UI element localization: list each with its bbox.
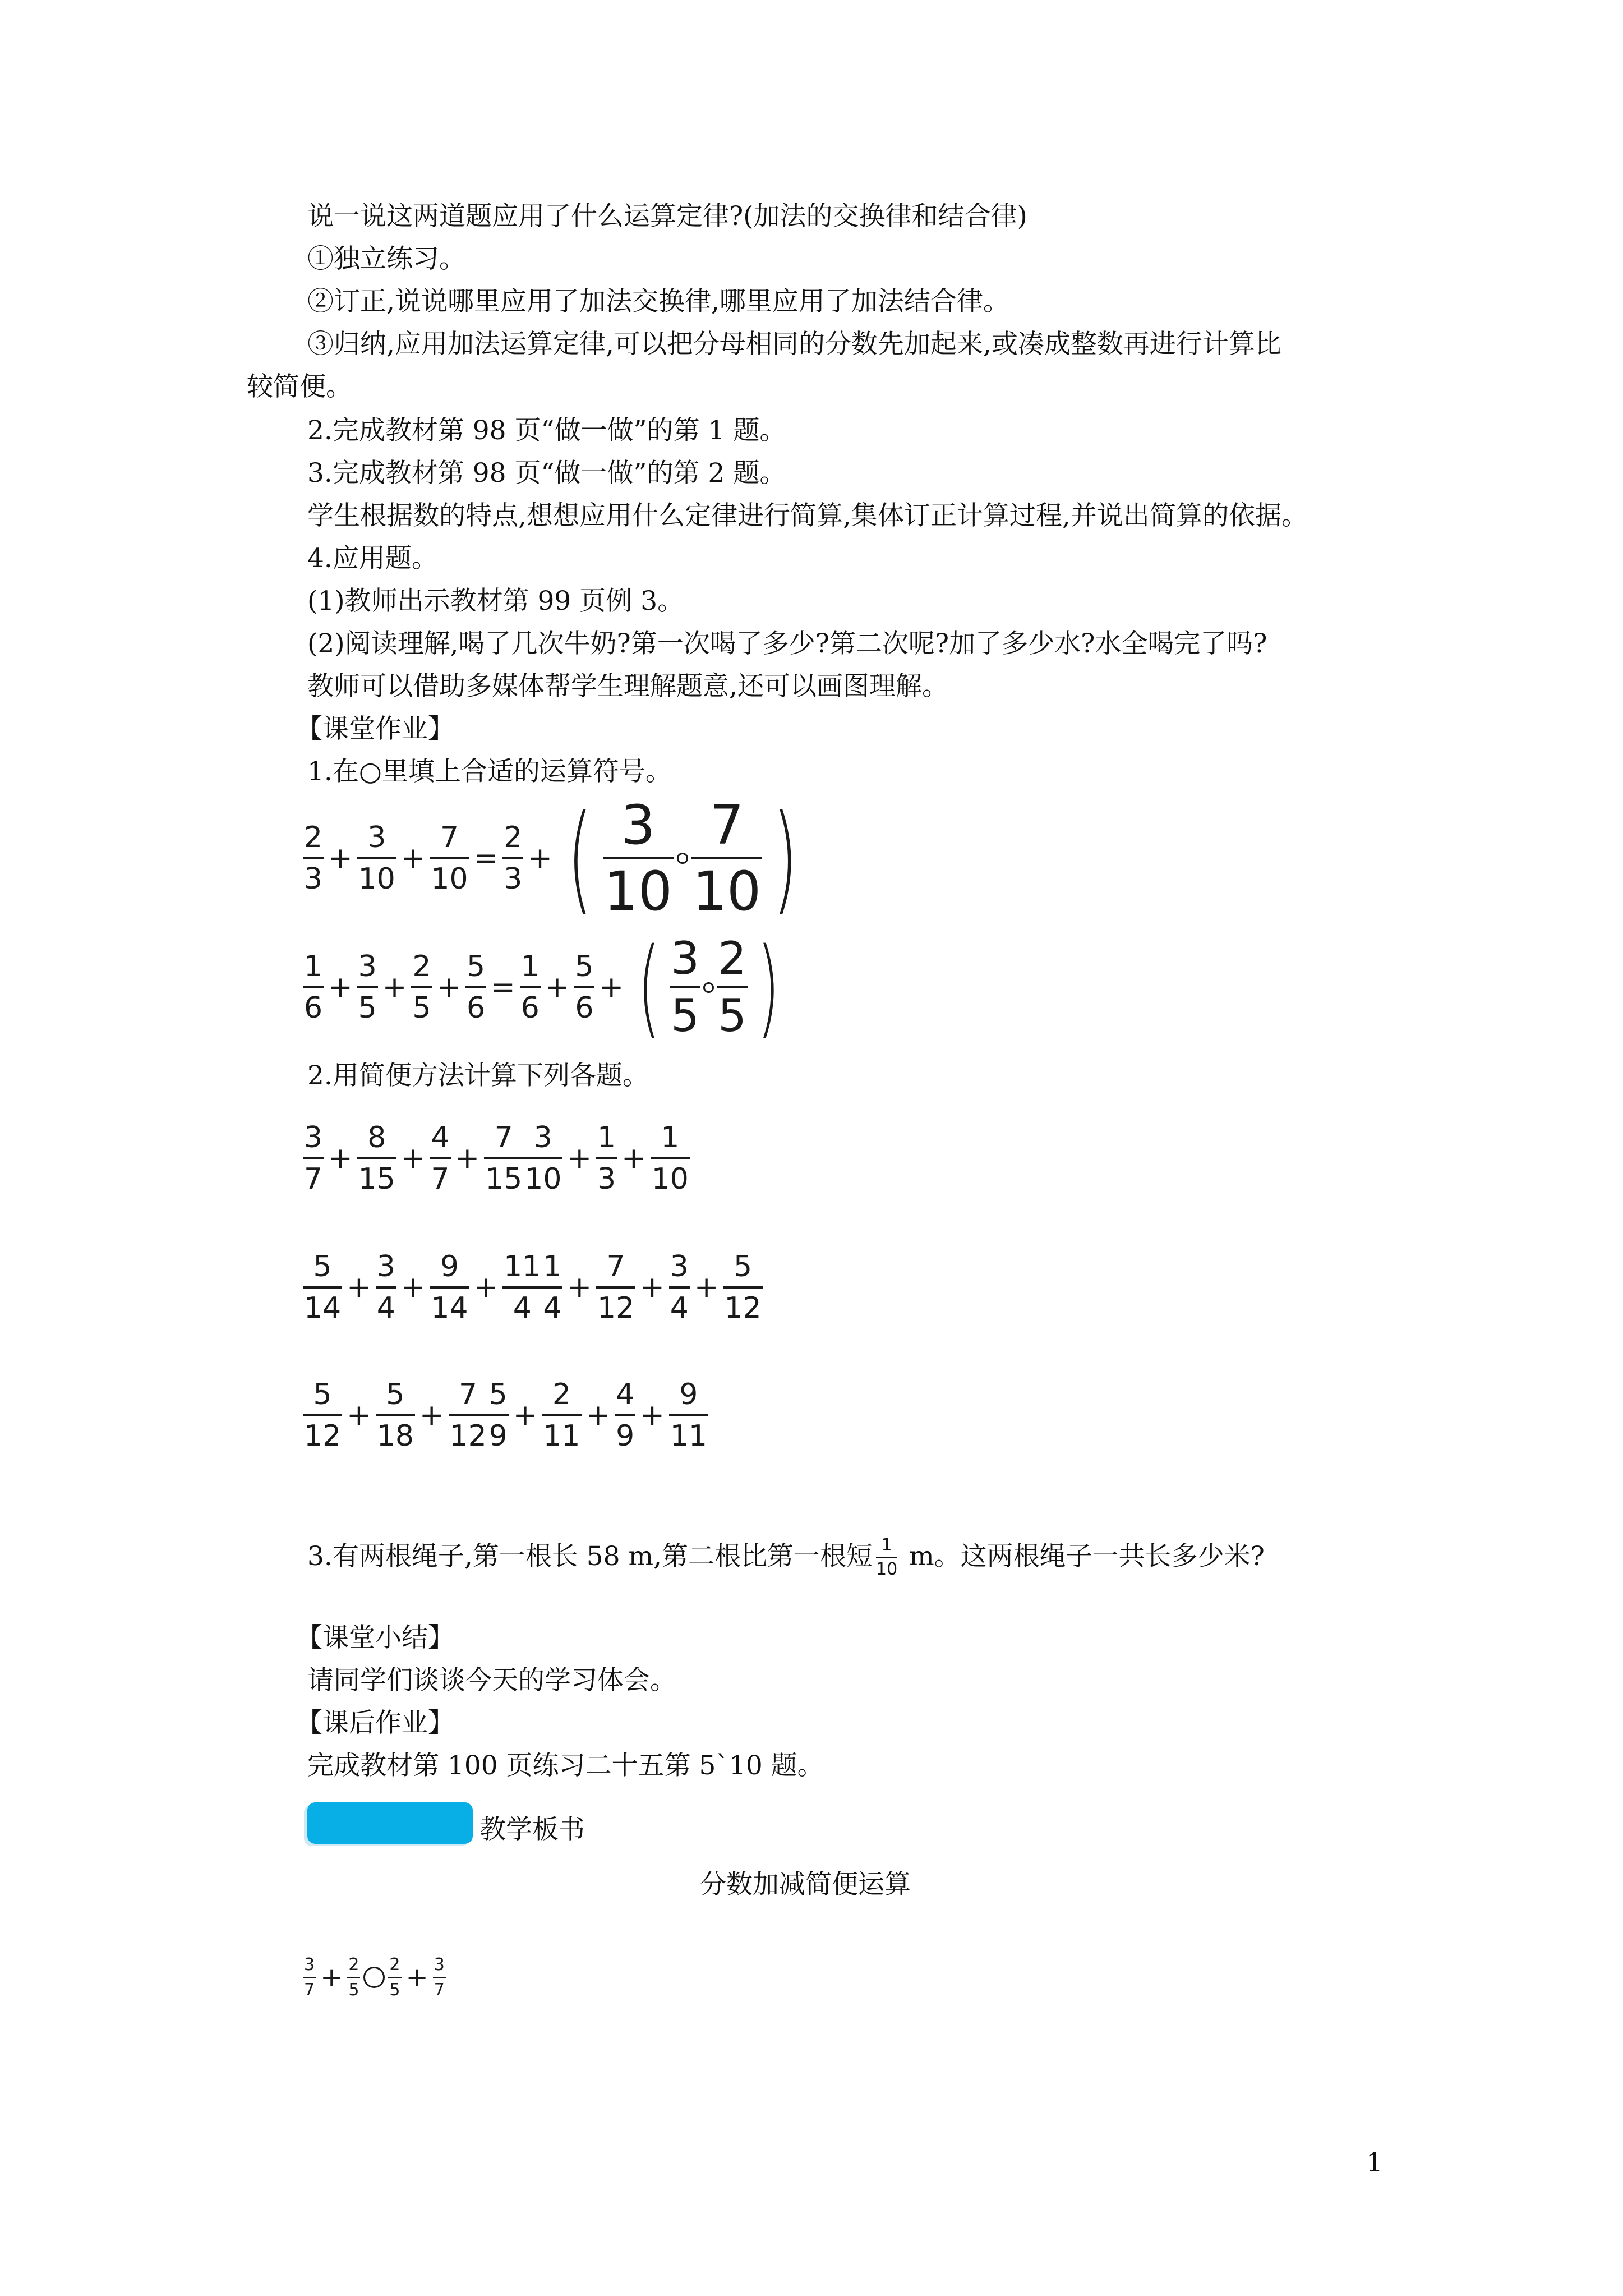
fraction: $\frac{8}{15}$ <box>358 1121 395 1196</box>
fraction: $\frac{2}{5}$ <box>348 1954 359 2000</box>
section-heading: 【课后作业】 <box>296 1708 454 1738</box>
board-label: 教学板书 <box>479 1814 585 1845</box>
fraction: $\frac{5}{12}$ <box>304 1378 342 1453</box>
fraction: $\frac{2}{5}$ <box>389 1954 400 2000</box>
fraction: $\frac{3}{4}$ <box>376 1250 395 1325</box>
paragraph: ①独立练习。 <box>307 243 465 274</box>
fraction: $\frac{4}{7}$ <box>431 1121 450 1196</box>
fraction: $\frac{1}{6}$ <box>520 950 540 1025</box>
board-title: 分数加减简便运算 <box>700 1869 911 1900</box>
paragraph: 2.完成教材第 98 页“做一做”的第 1 题。 <box>307 415 786 446</box>
equation-1: $\frac{2}{3}$ + $\frac{3}{10}$ + $\frac{7}{10}$ = $\frac{2}{3}$ + ( $\frac{3}{10}$ $\frac{7}{10}$ ) <box>304 789 798 927</box>
fraction: $\frac{7}{10}$ <box>692 794 762 923</box>
fraction: $\frac{1}{10}$ <box>651 1121 689 1196</box>
paragraph: (2)阅读理解,喝了几次牛奶?第一次喝了多少?第二次呢?加了多少水?水全喝完了吗? <box>307 628 1267 659</box>
section-heading: 【课堂作业】 <box>296 714 454 744</box>
section-heading: 【课堂小结】 <box>296 1622 454 1653</box>
fraction: $\frac{3}{5}$ <box>358 950 377 1025</box>
paragraph: ③归纳,应用加法运算定律,可以把分母相同的分数先加起来,或凑成整数再进行计算比 <box>307 329 1281 360</box>
fraction: $\frac{5}{6}$ <box>575 950 594 1025</box>
fraction: $\frac{2}{3}$ <box>504 821 523 896</box>
fraction: $\frac{3}{10}$ <box>524 1121 562 1196</box>
paragraph: 学生根据数的特点,想想应用什么定律进行简算,集体订正计算过程,并说出简算的依据。 <box>307 500 1308 531</box>
fraction: $\frac{7}{15}$ <box>485 1121 523 1196</box>
paragraph: 请同学们谈谈今天的学习体会。 <box>307 1665 676 1696</box>
fraction: $\frac{2}{3}$ <box>304 821 323 896</box>
paragraph: ②订正,说说哪里应用了加法交换律,哪里应用了加法结合律。 <box>307 286 1009 317</box>
fraction: $\frac{5}{9}$ <box>488 1378 508 1453</box>
fraction: $\frac{7}{10}$ <box>431 821 468 896</box>
fraction: $\frac{3}{7}$ <box>304 1954 315 2000</box>
fraction: $\frac{4}{9}$ <box>616 1378 635 1453</box>
fraction: $\frac{3}{7}$ <box>434 1954 445 2000</box>
paragraph: 1.在○里填上合适的运算符号。 <box>307 756 672 787</box>
fraction: $\frac{7}{12}$ <box>597 1250 635 1325</box>
fraction: $\frac{7}{12}$ <box>449 1378 487 1453</box>
fraction: $\frac{3}{10}$ <box>603 794 672 923</box>
fraction: $\frac{9}{11}$ <box>670 1378 707 1453</box>
fraction: $\frac{1}{3}$ <box>597 1121 616 1196</box>
paragraph: 较简便。 <box>247 371 352 402</box>
fraction: $\frac{1}{10}$ <box>875 1535 898 1579</box>
board-expression: $\frac{3}{7}$ + $\frac{2}{5}$ $\frac{2}{5}$ + $\frac{3}{7}$ <box>304 1954 445 2000</box>
fraction: $\frac{3}{10}$ <box>358 821 395 896</box>
blank-circle <box>677 853 688 864</box>
fraction: $\frac{5}{12}$ <box>724 1250 762 1325</box>
fraction: $\frac{3}{4}$ <box>670 1250 689 1325</box>
fraction: $\frac{2}{11}$ <box>543 1378 580 1453</box>
blank-circle <box>703 982 714 993</box>
fraction: $\frac{2}{5}$ <box>718 932 746 1042</box>
fraction: $\frac{1}{6}$ <box>304 950 323 1025</box>
page-number: 1 <box>1366 2147 1383 2178</box>
fraction: $\frac{9}{14}$ <box>431 1250 468 1325</box>
fraction: $\frac{5}{6}$ <box>467 950 486 1025</box>
paragraph: 说一说这两道题应用了什么运算定律?(加法的交换律和结合律) <box>307 201 1027 232</box>
blank-circle <box>363 1967 385 1988</box>
calc-row-3: $\frac{5}{12}$ + $\frac{5}{18}$ + $\frac{7}{12}$ $\frac{5}{9}$ + $\frac{2}{11}$ + $\frac{4}{9}$ + $\frac{9}{11}$ <box>304 1378 707 1453</box>
fraction: $\frac{3}{7}$ <box>304 1121 323 1196</box>
fraction: $\frac{11}{4}$ <box>504 1250 541 1325</box>
calc-row-2: $\frac{5}{14}$ + $\frac{3}{4}$ + $\frac{9}{14}$ + $\frac{11}{4}$ $\frac{1}{4}$ + $\frac{7}{12}$ + $\frac{3}{4}$ + $\frac{5}{12}$ <box>304 1250 762 1325</box>
equation-2: $\frac{1}{6}$ + $\frac{3}{5}$ + $\frac{2}{5}$ + $\frac{5}{6}$ = $\frac{1}{6}$ + $\frac{5}{6}$ + ( $\frac{3}{5}$ $\frac{2}{5}$ ) <box>304 925 780 1049</box>
fraction: $\frac{5}{14}$ <box>304 1250 342 1325</box>
exercise-heading: 2.用简便方法计算下列各题。 <box>307 1060 649 1091</box>
problem-3 <box>307 1531 1265 1582</box>
paragraph: 教师可以借助多媒体帮学生理解题意,还可以画图理解。 <box>307 671 948 702</box>
paragraph: 4.应用题。 <box>307 543 438 574</box>
board-badge <box>307 1802 473 1844</box>
fraction: $\frac{5}{18}$ <box>376 1378 414 1453</box>
paragraph: 完成教材第 100 页练习二十五第 5ˋ10 题。 <box>307 1750 824 1781</box>
calc-row-1: $\frac{3}{7}$ + $\frac{8}{15}$ + $\frac{4}{7}$ + $\frac{7}{15}$ $\frac{3}{10}$ + $\frac{1}{3}$ + $\frac{1}{10}$ <box>304 1121 689 1196</box>
paragraph: (1)教师出示教材第 99 页例 3。 <box>307 586 684 616</box>
problem-3-text: m。这两根绳子一共长多少米? <box>901 1541 1265 1572</box>
problem-3-text: 3.有两根绳子,第一根长 58 m,第二根比第一根短 <box>307 1541 873 1572</box>
paragraph: 3.完成教材第 98 页“做一做”的第 2 题。 <box>307 458 786 489</box>
fraction: $\frac{1}{4}$ <box>543 1250 562 1325</box>
fraction: $\frac{2}{5}$ <box>412 950 431 1025</box>
fraction: $\frac{3}{5}$ <box>671 932 700 1042</box>
